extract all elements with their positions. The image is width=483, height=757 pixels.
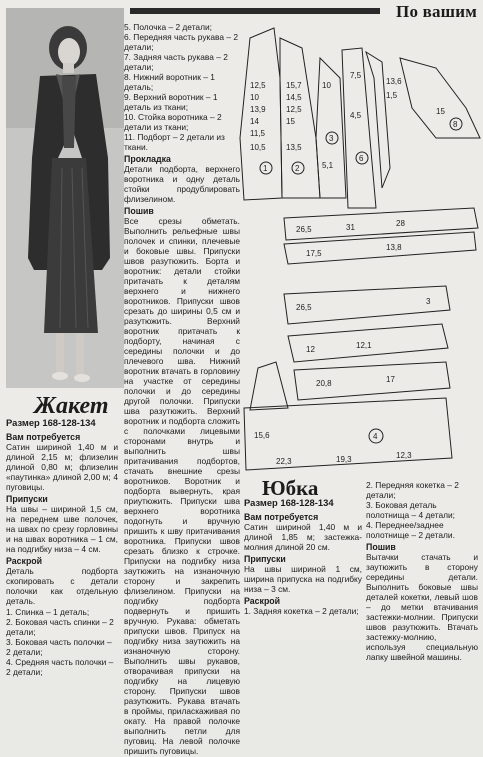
draft-label: 26,5	[296, 225, 312, 234]
header-rule	[130, 8, 380, 14]
skirt-cut-list-b	[366, 480, 478, 540]
draft-label: 11,5	[250, 129, 265, 138]
jacket-cut-list-b	[124, 22, 240, 152]
draft-label: 13,9	[250, 105, 266, 114]
skirt-size: Размер 168-128-134	[244, 497, 334, 508]
draft-label: 1,5	[386, 91, 398, 100]
draft-piece-number: 6	[359, 154, 364, 163]
list-item: 8. Нижний воротник – 1 деталь;	[124, 72, 215, 92]
jacket-cutting-text: Деталь подборта скопировать с детали полочки как отдельную деталь.	[6, 566, 118, 606]
list-item: 2. Боковая часть спинки – 2 детали;	[6, 617, 114, 637]
draft-piece-stand	[284, 208, 478, 240]
draft-piece-number: 2	[295, 164, 300, 173]
list-item: 9. Верхний воротник – 1 деталь из ткани;	[124, 92, 218, 112]
draft-label: 10	[322, 81, 331, 90]
draft-label: 12	[306, 345, 315, 354]
list-item: 5. Полочка – 2 детали;	[124, 22, 212, 32]
skirt-materials-heading: Вам потребуется	[244, 512, 319, 522]
list-item: 11. Подборт – 2 детали из ткани.	[124, 132, 225, 152]
draft-piece-facing	[284, 232, 476, 264]
draft-label: 15,6	[254, 431, 270, 440]
draft-piece-number: 4	[373, 432, 378, 441]
jacket-allowances-text: На швы – шириной 1,5 см, на переднем шве полочек, на швах по срезу горловины и на швах воротника – 1 см, на подгибку низа – 4 см.	[6, 504, 118, 554]
draft-label: 14,5	[286, 93, 302, 102]
jacket-sketch	[250, 362, 288, 410]
jacket-materials-heading: Вам потребуется	[6, 432, 81, 442]
list-item: 6. Передняя часть рукава – 2 детали;	[124, 32, 239, 52]
pattern-drafts	[236, 18, 483, 478]
list-item: 4. Переднее/заднее полотнище – 2 детали.	[366, 520, 455, 540]
list-item: 4. Средняя часть полочки – 2 детали;	[6, 657, 114, 677]
jacket-interfacing-text: Детали подборта, верхнего воротника и одну деталь стойки продублировать флизелином.	[124, 164, 240, 204]
draft-piece-number: 8	[453, 120, 458, 129]
model-photo	[6, 8, 124, 388]
list-item: 3. Боковая часть полочки – 2 детали;	[6, 637, 112, 657]
draft-label: 3	[426, 297, 431, 306]
draft-label: 10	[250, 93, 259, 102]
jacket-sewing-heading: Пошив	[124, 206, 154, 216]
draft-label: 4,5	[350, 111, 362, 120]
draft-label: 26,5	[296, 303, 312, 312]
jacket-allowances-heading: Припуски	[6, 494, 48, 504]
jacket-size: Размер 168-128-134	[6, 417, 96, 428]
draft-piece-front-side	[316, 58, 346, 198]
draft-label: 17	[386, 375, 395, 384]
draft-label: 17,5	[306, 249, 322, 258]
draft-label: 31	[346, 223, 355, 232]
draft-piece-number: 3	[329, 134, 334, 143]
skirt-column-d	[366, 480, 478, 663]
jacket-cut-list-a	[6, 607, 118, 677]
draft-label: 7,5	[350, 71, 362, 80]
draft-label: 13,8	[386, 243, 402, 252]
skirt-allowances-text: На швы шириной 1 см, ширина припуска на подгибку низа – 3 см.	[244, 564, 362, 594]
draft-label: 15,7	[286, 81, 302, 90]
draft-label: 12,5	[286, 105, 302, 114]
list-item: 3. Боковая деталь полотнища – 4 детали;	[366, 500, 456, 520]
jacket-column-b	[124, 22, 240, 757]
list-item: 1. Задняя кокетка – 2 детали;	[244, 606, 359, 616]
draft-label: 10,5	[250, 143, 266, 152]
skirt-title: Юбка	[262, 476, 319, 500]
draft-label: 22,3	[276, 457, 292, 466]
draft-label: 28	[396, 219, 405, 228]
draft-piece-collar	[400, 58, 480, 138]
jacket-column-a	[6, 418, 118, 677]
jacket-cutting-heading: Раскрой	[6, 556, 43, 566]
list-item: 10. Стойка воротника – 2 детали из ткани;	[124, 112, 222, 132]
skirt-sewing-heading: Пошив	[366, 542, 396, 552]
skirt-sewing-text: Вытачки стачать и заутюжить в сторону середины детали. Выполнить боковые швы деталей кокетки, левый шов – до метки втачивания застежки-молнии. Припуски швов разутюжить. Втачать застежку-молнию, используя специальную лапку швейной машины.	[366, 552, 478, 662]
jacket-sewing-text: Все срезы обметать. Выполнить рельефные швы полочек и спинки, плечевые и боковые швы. Припуски швов разутюжить. Борта и воротник: детали стойки притачать к деталям верхнего и нижнего воротников. Припуски швов срезать до ширины 0,5 см и разутюжить. Верхний воротник притачать к подборту, начиная с середины полочки и до плечевого шва. Нижний воротник втачать в горловину на участке от середины полочки и до середины другой полочки. Припуски шва разутюжить. Верхний воротник и подборта сложить с полочками лицевыми сторонами внутрь и выполнить швы притачивания подбортов, стачать внешние срезы воротников. Воротник и подборта вывернуть, края приутюжить. Припуски шва верхнего воротника подогнуть и вручную пришить к шву притачивания воротника. Припуски швов срезать близко к строчке. Припуски на подгибку низа заутюжить на изнаночную сторону и закрепить флизелином. Припуски на подгибку подборта подвернуть и пришить вручную. Рукава: обметать припуски швов. Припуск на подгибку низа заутюжить на изнаночную сторону. Выполнить швы рукавов, отворачивая припуски на подгибку на лицевую сторону. Припуски швов разутюжить. Рукава втачать в проймы, приласкаживая по окату. На правой полочке выполнить петли для пуговиц. На левой полочке пришить пуговицы.	[124, 216, 240, 756]
section-title: По вашим	[396, 2, 477, 21]
skirt-materials-text: Сатин шириной 1,40 м и длиной 1,85 м; застежка-молния длиной 20 см.	[244, 522, 362, 552]
jacket-materials-text: Сатин шириной 1,40 м и длиной 2,15 м; флизелин длиной 0,80 м; флизелин «паутинка» длиной 2,00 м; 4 пуговицы.	[6, 442, 118, 492]
skirt-cutting-heading: Раскрой	[244, 596, 281, 606]
draft-label: 15	[436, 107, 445, 116]
draft-label: 5,1	[322, 161, 334, 170]
draft-label: 14	[250, 117, 259, 126]
jacket-interfacing-heading: Прокладка	[124, 154, 171, 164]
skirt-cut-list-a	[244, 606, 362, 616]
draft-label: 13,6	[386, 77, 402, 86]
draft-label: 12,3	[396, 451, 412, 460]
draft-piece-number: 1	[263, 164, 268, 173]
skirt-column-c	[244, 498, 362, 616]
list-item: 7. Задняя часть рукава – 2 детали;	[124, 52, 228, 72]
draft-label: 19,3	[336, 455, 352, 464]
skirt-allowances-heading: Припуски	[244, 554, 286, 564]
draft-label: 20,8	[316, 379, 332, 388]
list-item: 1. Спинка – 1 деталь;	[6, 607, 90, 617]
draft-label: 15	[286, 117, 295, 126]
draft-label: 12,1	[356, 341, 372, 350]
draft-piece-back	[240, 28, 282, 200]
draft-piece-sleeve-under	[366, 52, 390, 188]
jacket-title: Жакет	[34, 393, 109, 419]
list-item: 2. Передняя кокетка – 2 детали;	[366, 480, 459, 500]
draft-label: 12,5	[250, 81, 266, 90]
draft-label: 13,5	[286, 143, 302, 152]
